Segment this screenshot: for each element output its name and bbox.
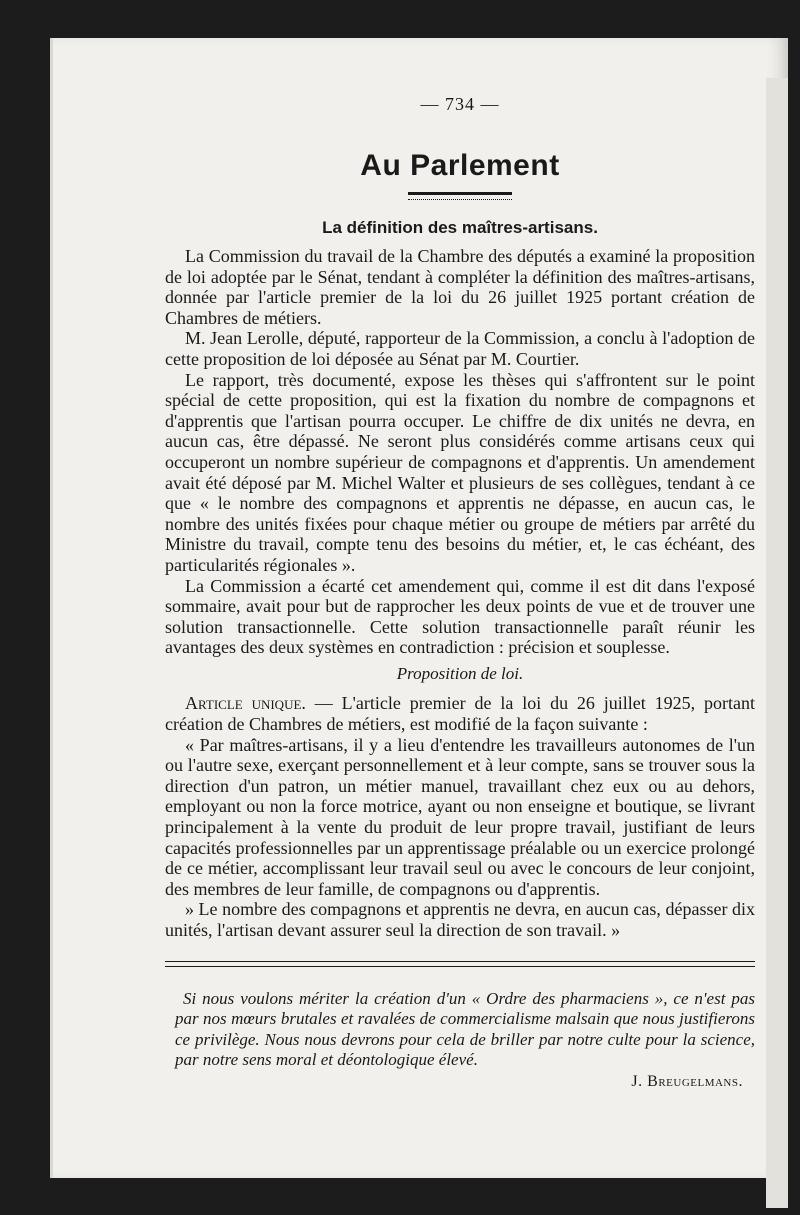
paragraph: La Commission a écarté cet amendement qui, comme il est dit dans l'exposé sommaire, avait pour but de rapprocher les deux points de vue et de trouver une solution transactionnelle. Cette solution transactionnelle paraît réunir les avantages des deux systèmes en contradiction : précision et souplesse. [165,575,755,658]
section-divider [165,961,755,967]
paragraph: Le rapport, très documenté, expose les thèses qui s'affrontent sur le point spécial de cette proposition, qui est la fixation du nombre de compagnons et d'apprentis que l'artisan pourra occuper. Le chiffre de dix unités ne devra, en aucun cas, être dépassé. Ne seront plus considérés comme artisans ceux qui occuperont un nombre supérieur de compagnons et d'apprentis. Un amendement avait été déposé par M. Michel Walter et plusieurs de ses collègues, tendant à ce que « le nombre des compagnons et apprentis ne dépasse, en aucun cas, le nombre des unités fixées pour chaque métier ou groupe de métiers par arrêté du Ministre du travail, compte tenu des besoins du métier, et, le cas échéant, des particularités régionales ». [165,369,755,575]
article-intro: — L'article premier de la loi du 26 juillet 1925, portant création de Chambres de métiers, est modifié de la façon suivante : [165,693,755,735]
paragraph: M. Jean Lerolle, député, rapporteur de la Commission, a conclu à l'adoption de cette proposition de loi déposée au Sénat par M. Courtier. [165,328,755,369]
author-initial: J. [631,1072,648,1090]
quote-text: Si nous voulons mériter la création d'un « Ordre des pharmaciens », ce n'est pas par nos mœurs brutales et ravalées de commercialisme malsain que nous justifierons ce privilège. Nous nous devrons pour cela de briller par notre culte pour la science, par notre sens moral et déontologique élevé. [175,988,755,1070]
paragraph: La Commission du travail de la Chambre des députés a examiné la proposition de loi adoptée par le Sénat, tendant à compléter la définition des maîtres-artisans, donnée par l'article premier de la loi du 26 juillet 1925 portant création de Chambres de métiers. [165,246,755,328]
page-edge [766,78,788,1208]
page-number: — 734 — [420,94,500,114]
article-intro-paragraph [165,693,755,734]
title-rule [408,192,512,200]
article-paragraph: « Par maîtres-artisans, il y a lieu d'entendre les travailleurs autonomes de l'un ou l'autre sexe, exerçant personnellement et à leur compte, sans se trouver sous la direction d'un patron, un métier manuel, travaillant chez eux ou au dehors, employant ou non la force motrice, ayant ou non enseigne et boutique, se livrant principalement à la vente du produit de leur propre travail, justifiant de leurs capacités professionnelles par un apprentissage préalable ou un exercice prolongé de ce métier, accomplissant leur travail seul ou avec le concours de leur conjoint, des membres de leur famille, de compagnons ou d'apprentis. [165,734,755,899]
article-label: Article unique. [185,693,306,714]
page-title: Au Parlement [360,149,560,182]
document-page [50,38,788,1178]
closing-quote [165,989,755,1071]
author-name: Breugelmans. [647,1072,743,1090]
section-heading: La définition des maîtres-artisans. [322,218,598,237]
quote-author [165,1073,755,1091]
article-paragraph: » Le nombre des compagnons et apprentis ne devra, en aucun cas, dépasser dix unités, l'artisan devant assurer seul la direction de son travail. » [165,899,755,940]
proposition-subheading: Proposition de loi. [396,663,524,683]
page-content [165,90,755,1091]
article-body [165,246,755,941]
